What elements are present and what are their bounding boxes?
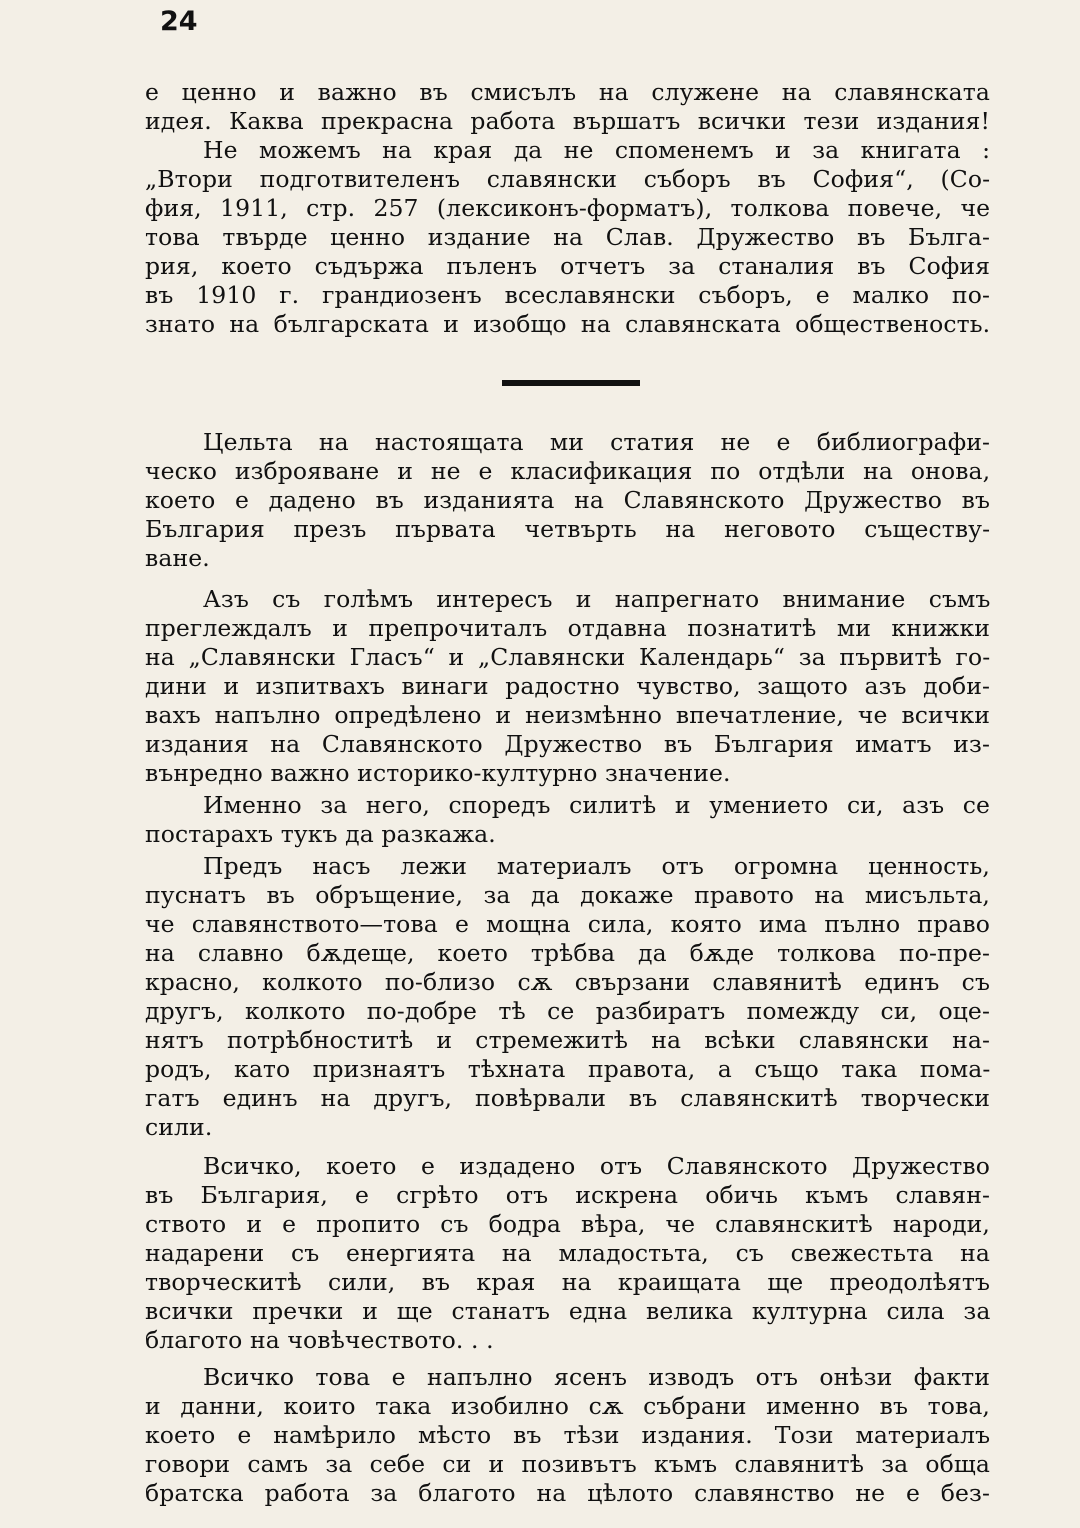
- text-line: това твърде ценно издание на Слав. Дружество въ Бълга-: [145, 223, 990, 251]
- text-line: рия, което съдържа пъленъ отчетъ за станалия въ София: [145, 252, 991, 280]
- text-line: България презъ първата четвърть на неговото съществу-: [145, 515, 991, 543]
- text-line: е ценно и важно въ смисълъ на служене на славянската: [145, 78, 990, 106]
- text-line: Именно за него, споредъ силитѣ и умението си, азъ се: [203, 791, 991, 819]
- paragraph: [145, 585, 990, 788]
- text-line: ване.: [145, 544, 210, 572]
- text-line: въ 1910 г. грандиозенъ всеславянски съборъ, е малко по-: [145, 281, 990, 309]
- section-divider: [502, 380, 640, 386]
- paragraph: [145, 1152, 990, 1355]
- text-line: Цельта на настоящата ми статия не е библиографи-: [203, 428, 990, 456]
- paragraph-top: [145, 78, 990, 339]
- text-line: надарени съ енергията на младостьта, съ свежестьта на: [145, 1239, 990, 1267]
- text-line: Всичко, което е издадено отъ Славянското Дружество: [203, 1152, 990, 1180]
- text-line: издания на Славянското Дружество въ България иматъ из-: [145, 730, 990, 758]
- bottom-section: [145, 428, 990, 1508]
- paragraph: [145, 791, 990, 849]
- text-line: на „Славянски Гласъ“ и „Славянски Календарь“ за първитѣ го-: [145, 643, 991, 671]
- text-line: въ България, е сгрѣто отъ искрена обичь къмъ славян-: [145, 1181, 990, 1209]
- text-line: сили.: [145, 1113, 213, 1141]
- text-line: фия, 1911, стр. 257 (лексиконъ-форматъ), толкова повече, че: [145, 194, 991, 222]
- text-line: ството и е пропито съ бодра вѣра, че славянскитѣ народи,: [145, 1210, 990, 1238]
- text-line: идея. Каква прекрасна работа вършатъ всички тези издания!: [145, 107, 990, 135]
- text-line: другъ, колкото по-добре тѣ се разбиратъ помежду си, оце-: [145, 997, 990, 1025]
- text-line: благото на човѣчеството. . .: [145, 1326, 494, 1354]
- text-line: вахъ напълно опредѣлено и неизмѣнно впечатление, че всички: [145, 701, 990, 729]
- text-line: Азъ съ голѣмъ интересъ и напрегнато внимание съмъ: [203, 585, 991, 613]
- text-line: вънредно важно историко-културно значение.: [145, 759, 731, 787]
- paragraph: [145, 852, 990, 1142]
- text-line: родъ, като признаятъ тѣхната правота, а също така пома-: [145, 1055, 991, 1083]
- text-line: Не можемъ на края да не споменемъ и за книгата :: [203, 136, 991, 164]
- text-line: „Втори подготвителенъ славянски съборъ въ София“, (Со-: [145, 165, 991, 193]
- text-line: нятъ потрѣбноститѣ и стремежитѣ на всѣки славянски на-: [145, 1026, 991, 1054]
- paragraph: [145, 428, 990, 573]
- text-line: и данни, които така изобилно сѫ събрани именно въ това,: [145, 1392, 990, 1420]
- text-line: красно, колкото по-близо сѫ свързани славянитѣ единъ съ: [145, 968, 990, 996]
- text-line: знато на българската и изобщо на славянската общественость.: [145, 310, 991, 338]
- text-line: пуснатъ въ обръщение, за да докаже правото на мисъльта,: [145, 881, 990, 909]
- text-line: че славянството—това е мощна сила, която има пълно право: [145, 910, 990, 938]
- text-line: говори самъ за себе си и позивътъ къмъ славянитѣ за обща: [145, 1450, 990, 1478]
- text-line: Всичко това е напълно ясенъ изводъ отъ онѣзи факти: [203, 1363, 990, 1391]
- text-line: което е намѣрило мѣсто въ тѣзи издания. Този материалъ: [145, 1421, 991, 1449]
- text-line: преглеждалъ и препрочиталъ отдавна познатитѣ ми книжки: [145, 614, 990, 642]
- text-line: дини и изпитвахъ винаги радостно чувство, защото азъ доби-: [145, 672, 990, 700]
- text-line: на славно бѫдеще, което трѣбва да бѫде толкова по-пре-: [145, 939, 990, 967]
- text-line: постарахъ тукъ да разкажа.: [145, 820, 496, 848]
- page-number: 24: [160, 6, 198, 37]
- top-section: [145, 78, 990, 339]
- text-line: ческо изброяване и не е класификация по отдѣли на онова,: [145, 457, 991, 485]
- text-line: гатъ единъ на другъ, повѣрвали въ славянскитѣ творчески: [145, 1084, 990, 1112]
- text-line: всички пречки и ще станатъ една велика културна сила за: [145, 1297, 991, 1325]
- text-line: творческитѣ сили, въ края на краищата ще преодолѣятъ: [145, 1268, 990, 1296]
- text-line: братска работа за благото на цѣлото славянство не е без-: [145, 1479, 990, 1507]
- text-line: Предъ насъ лежи материалъ отъ огромна ценность,: [203, 852, 990, 880]
- paragraph: [145, 1363, 990, 1508]
- text-line: което е дадено въ изданията на Славянското Дружество въ: [145, 486, 990, 514]
